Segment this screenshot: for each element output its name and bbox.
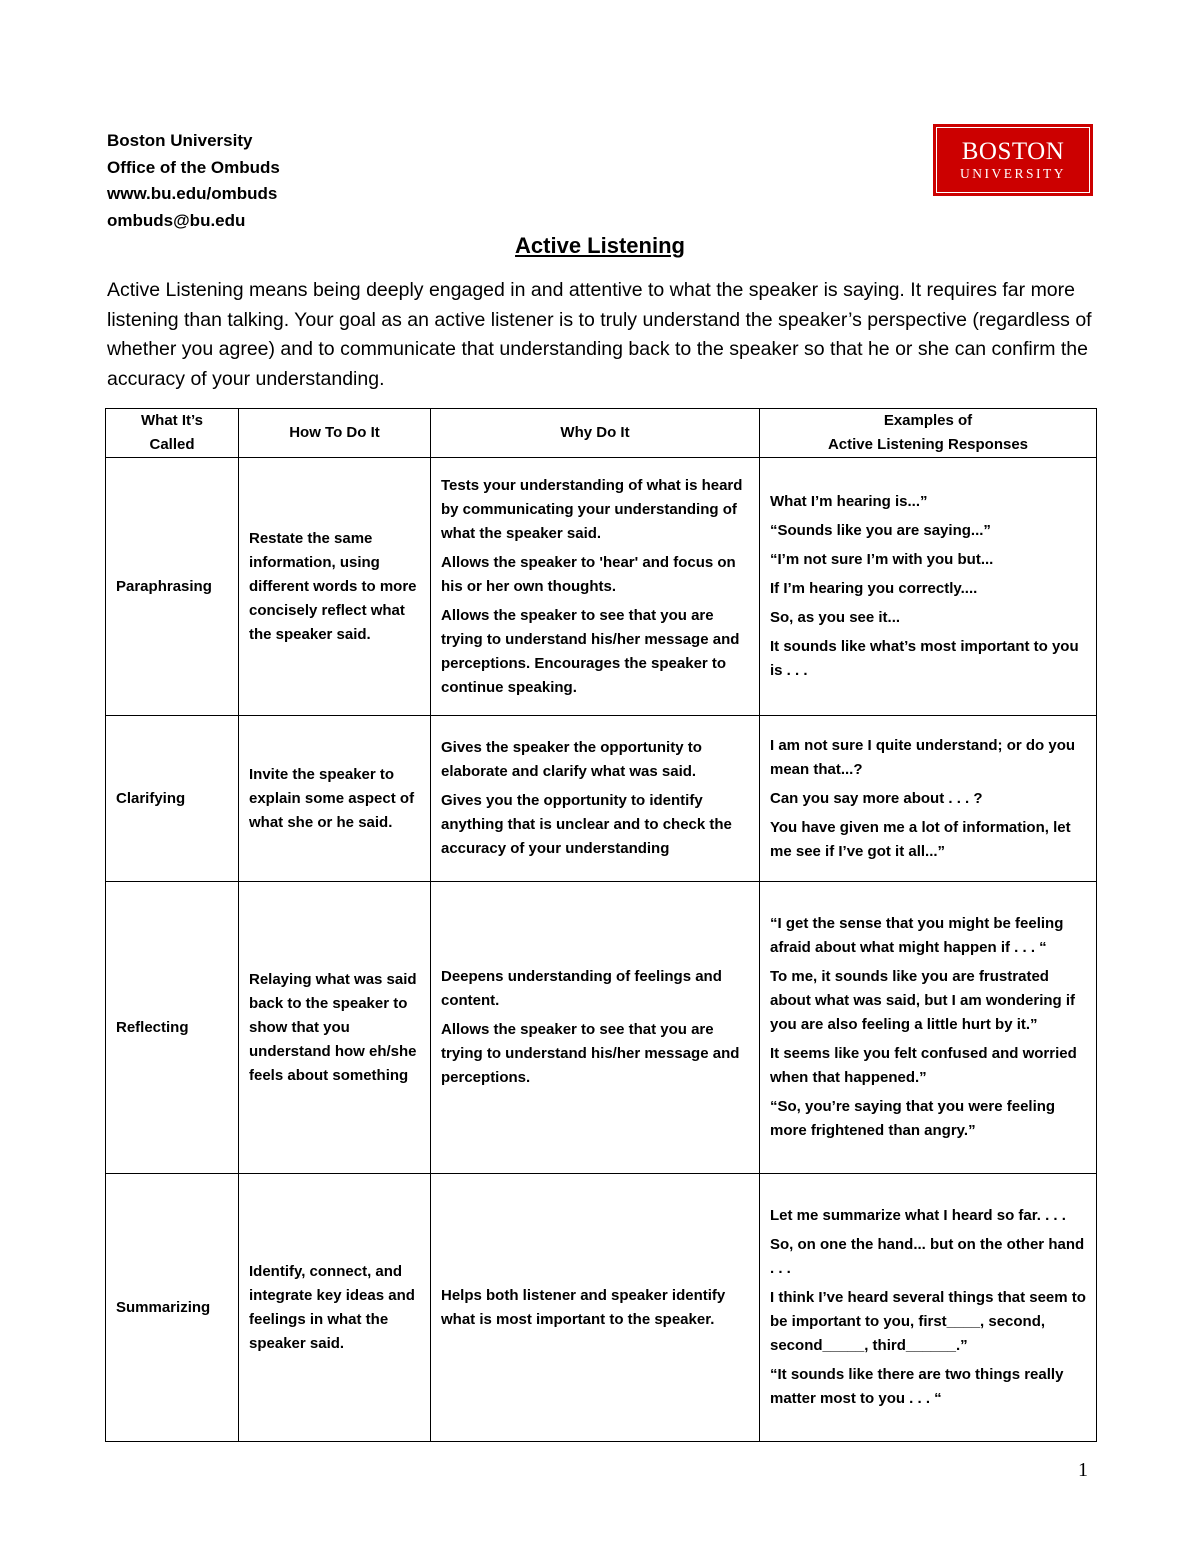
header-col1-line1: What It’s <box>141 412 203 429</box>
why-do-it <box>431 1174 760 1442</box>
table-row-paraphrasing <box>106 458 1097 716</box>
how-to-do-it: Identify, connect, and integrate key ideas and feelings in what the speaker said. <box>239 1174 431 1442</box>
header-col4-line1: Examples of <box>883 412 973 429</box>
organization-info <box>107 128 280 234</box>
website-link[interactable]: www.bu.edu/ombuds <box>107 184 278 203</box>
example-item: “So, you’re saying that you were feeling more frightened than angry.” <box>770 1098 1056 1139</box>
technique-name: Reflecting <box>106 882 239 1174</box>
email-link[interactable]: ombuds@bu.edu <box>107 210 246 230</box>
example-item: “It sounds like there are two things really matter most to you . . . “ <box>770 1366 1064 1407</box>
why-do-it <box>431 882 760 1174</box>
example-item: Can you say more about . . . ? <box>770 789 983 807</box>
page-title: Active Listening <box>515 233 685 258</box>
header-how-to-do-it: How To Do It <box>239 409 431 458</box>
example-item: “I get the sense that you might be feeling afraid about what might happen if . . . “ <box>770 915 1064 956</box>
why-do-it <box>431 716 760 882</box>
why-item: Deepens understanding of feelings and content. <box>441 968 722 1009</box>
example-item: I think I’ve heard several things that seem to be important to you, first____, second, second_____, third______.” <box>770 1289 1086 1354</box>
logo-frame <box>936 127 1090 193</box>
example-item: So, as you see it... <box>770 609 901 626</box>
example-item: So, on one the hand... but on the other hand . . . <box>770 1236 1085 1277</box>
header-col4-line2: Active Listening Responses <box>827 436 1029 453</box>
logo-text-line2: UNIVERSITY <box>960 165 1066 181</box>
active-listening-table <box>105 408 1097 1442</box>
org-name: Boston University <box>107 131 253 150</box>
table-header-row <box>106 409 1097 458</box>
technique-name: Paraphrasing <box>106 458 239 716</box>
why-item: Helps both listener and speaker identify what is most important to the speaker. <box>441 1286 726 1328</box>
example-item: “I’m not sure I’m with you but... <box>770 551 994 568</box>
why-item: Gives the speaker the opportunity to elaborate and clarify what was said. <box>441 739 702 780</box>
office-name: Office of the Ombuds <box>107 157 280 177</box>
why-item: Allows the speaker to see that you are trying to understand his/her message and perceptions. <box>441 1021 740 1086</box>
example-item: What I’m hearing is...” <box>770 493 928 510</box>
example-item: It sounds like what’s most important to you is . . . <box>770 638 1079 679</box>
why-item: Gives you the opportunity to identify anything that is unclear and to check the accuracy of your understanding <box>441 792 732 857</box>
intro-paragraph: Active Listening means being deeply engaged in and attentive to what the speaker is saying. It requires far more listening than talking. Your goal as an active listener is to truly understand the speaker’s perspective (regardless of whether you agree) and to communicate that understanding back to the speaker so that he or she can confirm the accuracy of your understanding. <box>107 279 1092 390</box>
example-item: I am not sure I quite understand; or do you mean that...? <box>770 736 1076 778</box>
example-item: You have given me a lot of information, let me see if I’ve got it all...” <box>770 818 1071 860</box>
table-row-summarizing <box>106 1174 1097 1442</box>
header-examples <box>760 409 1097 458</box>
how-to-do-it: Restate the same information, using different words to more concisely reflect what the speaker said. <box>239 458 431 716</box>
examples <box>760 458 1097 716</box>
boston-university-logo <box>933 124 1093 196</box>
table-row-clarifying <box>106 716 1097 882</box>
how-to-do-it: Relaying what was said back to the speaker to show that you understand how eh/she feels about something <box>239 882 431 1174</box>
technique-name: Summarizing <box>106 1174 239 1442</box>
examples <box>760 716 1097 882</box>
header-col1-line2: Called <box>149 436 195 453</box>
examples <box>760 882 1097 1174</box>
example-item: “Sounds like you are saying...” <box>770 522 991 539</box>
how-to-do-it: Invite the speaker to explain some aspect of what she or he said. <box>239 716 431 882</box>
examples <box>760 1174 1097 1442</box>
why-item: Allows the speaker to see that you are trying to understand his/her message and perceptions. Encourages the speaker to continue speaking. <box>441 606 740 696</box>
header-what-its-called <box>106 409 239 458</box>
example-item: If I’m hearing you correctly.... <box>770 580 978 597</box>
table-row-reflecting <box>106 882 1097 1174</box>
example-item: To me, it sounds like you are frustrated about what was said, but I am wondering if you are also feeling a little hurt by it.” <box>770 968 1076 1033</box>
why-item: Tests your understanding of what is heard by communicating your understanding of what the speaker said. <box>441 476 743 542</box>
example-item: It seems like you felt confused and worried when that happened.” <box>770 1045 1077 1086</box>
why-do-it <box>431 458 760 716</box>
page-number: 1 <box>1078 1459 1088 1481</box>
header-why-do-it: Why Do It <box>431 409 760 458</box>
technique-name: Clarifying <box>106 716 239 882</box>
example-item: Let me summarize what I heard so far. . . . <box>770 1207 1066 1224</box>
why-item: Allows the speaker to 'hear' and focus on his or her own thoughts. <box>441 553 736 595</box>
logo-text-line1: BOSTON <box>961 137 1065 165</box>
